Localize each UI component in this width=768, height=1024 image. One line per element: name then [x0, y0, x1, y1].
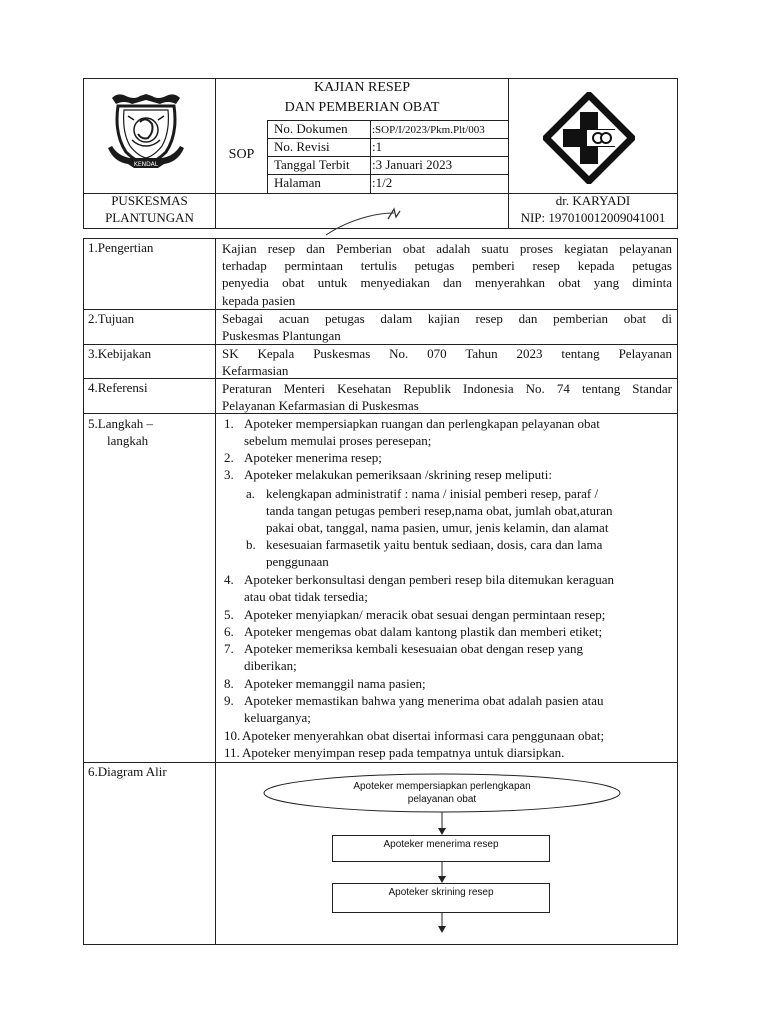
step-item: [224, 675, 672, 692]
label-langkah: 5.Langkah –: [88, 416, 153, 431]
doc-title-line1: KAJIAN RESEP: [313, 80, 411, 95]
label-langkah-2: langkah: [107, 433, 149, 448]
flow-box-menerima: Apoteker menerima resep: [332, 835, 550, 862]
text-pengertian: [222, 240, 672, 309]
step-number: 6.: [224, 624, 234, 639]
step-number: 2.: [224, 450, 234, 465]
step-number: 8.: [224, 676, 234, 691]
label-tujuan: 2.Tujuan: [88, 311, 135, 326]
signer-name: dr. KARYADI: [555, 193, 631, 208]
step-text: Apoteker memanggil nama pasien;: [244, 676, 426, 691]
step-text: Apoteker berkonsultasi dengan pemberi resep bila ditemukan keraguan: [244, 572, 615, 587]
text-tujuan: [222, 310, 672, 344]
sub-step-item: [246, 485, 672, 536]
flowchart: [216, 763, 677, 944]
tujuan-line: Puskesmas Plantungan: [222, 328, 341, 344]
text-kebijakan: [222, 345, 672, 379]
flow-start-line: pelayanan obat: [407, 794, 477, 805]
sop-label: SOP: [228, 147, 255, 162]
step-item: [224, 606, 672, 623]
step-number: 4.: [224, 572, 234, 587]
pengertian-line: Kajian resep dan Pemberian obat adalah suatu proses kegiatan pelayanan: [222, 241, 672, 256]
meta-value-dokumen: :SOP/I/2023/Pkm.Plt/003: [372, 124, 485, 136]
tujuan-line: Sebagai acuan petugas dalam kajian resep dan pemberian obat di: [222, 311, 672, 326]
step-item: [224, 727, 672, 744]
step-text: Apoteker memeriksa kembali kesesuaian obat dengan resep yang: [244, 641, 583, 656]
step-item: [224, 640, 672, 674]
step-item: [224, 449, 672, 466]
flow-box-skrining: Apoteker skrining resep: [332, 883, 550, 913]
flow-start-line: Apoteker mempersiapkan perlengkapan: [353, 781, 531, 792]
step-item: [224, 415, 672, 449]
step-text: Apoteker mempersiapkan ruangan dan perlengkapan pelayanan obat: [244, 416, 600, 431]
step-text: Apoteker menerima resep;: [244, 450, 382, 465]
meta-label-dokumen: No. Dokumen: [274, 121, 348, 136]
step-text: sebelum memulai proses peresepan;: [244, 433, 432, 448]
meta-value-halaman: :1/2: [372, 175, 393, 190]
step-number: 3.: [224, 467, 234, 482]
sub-step-item: [246, 536, 672, 570]
step-text: tanda tangan petugas pemberi resep,nama obat, jumlah obat,aturan: [266, 503, 613, 518]
label-kebijakan: 3.Kebijakan: [88, 346, 152, 361]
step-item: [224, 571, 672, 605]
step-item: [224, 623, 672, 640]
step-item: [224, 744, 672, 761]
step-text: Apoteker mengemas obat dalam kantong plastik dan memberi etiket;: [244, 624, 603, 639]
step-number: b.: [246, 537, 256, 552]
meta-value-revisi: :1: [372, 139, 383, 154]
step-text: keluarganya;: [244, 710, 311, 725]
pengertian-line: terhadap permintaan tertulis petugas pemberi resep kepada petugas: [222, 258, 672, 274]
org-name-line1: PUSKESMAS: [111, 193, 188, 208]
step-text: kelengkapan administratif : nama / inisial pemberi resep, paraf /: [266, 486, 599, 501]
step-text: Apoteker melakukan pemeriksaan /skrining resep meliputi:: [244, 467, 552, 482]
doc-title-line2: DAN PEMBERIAN OBAT: [284, 100, 440, 115]
step-text: penggunaan: [266, 554, 329, 569]
logo-text: KENDAL: [133, 161, 159, 168]
step-number: 1.: [224, 416, 234, 431]
step-text: diberikan;: [244, 658, 297, 673]
step-text: pakai obat, tanggal, nama pasien, umur, jenis kelamin, dan alamat: [266, 520, 609, 535]
meta-value-tanggal: :3 Januari 2023: [372, 157, 453, 172]
meta-label-halaman: Halaman: [274, 175, 321, 190]
step-text: atau obat tidak tersedia;: [244, 589, 368, 604]
step-text: Apoteker menyiapkan/ meracik obat sesuai dengan permintaan resep;: [244, 607, 606, 622]
puskesmas-logo: [543, 92, 635, 184]
text-referensi: [222, 380, 672, 414]
step-text: Apoteker memastikan bahwa yang menerima obat adalah pasien atau: [244, 693, 604, 708]
step-number: a.: [246, 486, 256, 501]
pengertian-line: kepada pasien: [222, 292, 296, 308]
referensi-line: Pelayanan Kefarmasian di Puskesmas: [222, 398, 419, 414]
label-diagram: 6.Diagram Alir: [88, 764, 167, 779]
step-number: 7.: [224, 641, 234, 656]
kebijakan-line: SK Kepala Puskesmas No. 070 Tahun 2023 tentang Pelayanan: [222, 346, 672, 361]
step-number: 11.: [224, 745, 240, 760]
step-number: 5.: [224, 607, 234, 622]
step-number: 9.: [224, 693, 234, 708]
step-text: Apoteker menyerahkan obat disertai informasi cara penggunaan obat;: [242, 728, 605, 743]
step-item: [224, 692, 672, 726]
label-referensi: 4.Referensi: [88, 380, 148, 395]
meta-label-revisi: No. Revisi: [274, 139, 330, 154]
kebijakan-line: Kefarmasian: [222, 363, 289, 379]
step-item: [224, 466, 672, 483]
referensi-line: Peraturan Menteri Kesehatan Republik Indonesia No. 74 tentang Standar: [222, 381, 672, 396]
kendal-logo: [104, 90, 188, 170]
step-text: kesesuaian farmasetik yaitu bentuk sediaan, dosis, cara dan lama: [266, 537, 603, 552]
step-text: Apoteker menyimpan resep pada tempatnya untuk diarsipkan.: [242, 745, 565, 760]
pengertian-line: penyedia obat untuk menyediakan dan menyerahkan obat yang diminta: [222, 275, 672, 291]
flow-start-text: [264, 780, 620, 806]
meta-label-tanggal: Tanggal Terbit: [274, 157, 350, 172]
label-pengertian: 1.Pengertian: [88, 240, 154, 255]
step-number: 10.: [224, 728, 241, 743]
org-name-line2: PLANTUNGAN: [105, 210, 194, 225]
signer-nip: NIP: 197010012009041001: [520, 210, 666, 225]
signature-image: [320, 205, 410, 239]
